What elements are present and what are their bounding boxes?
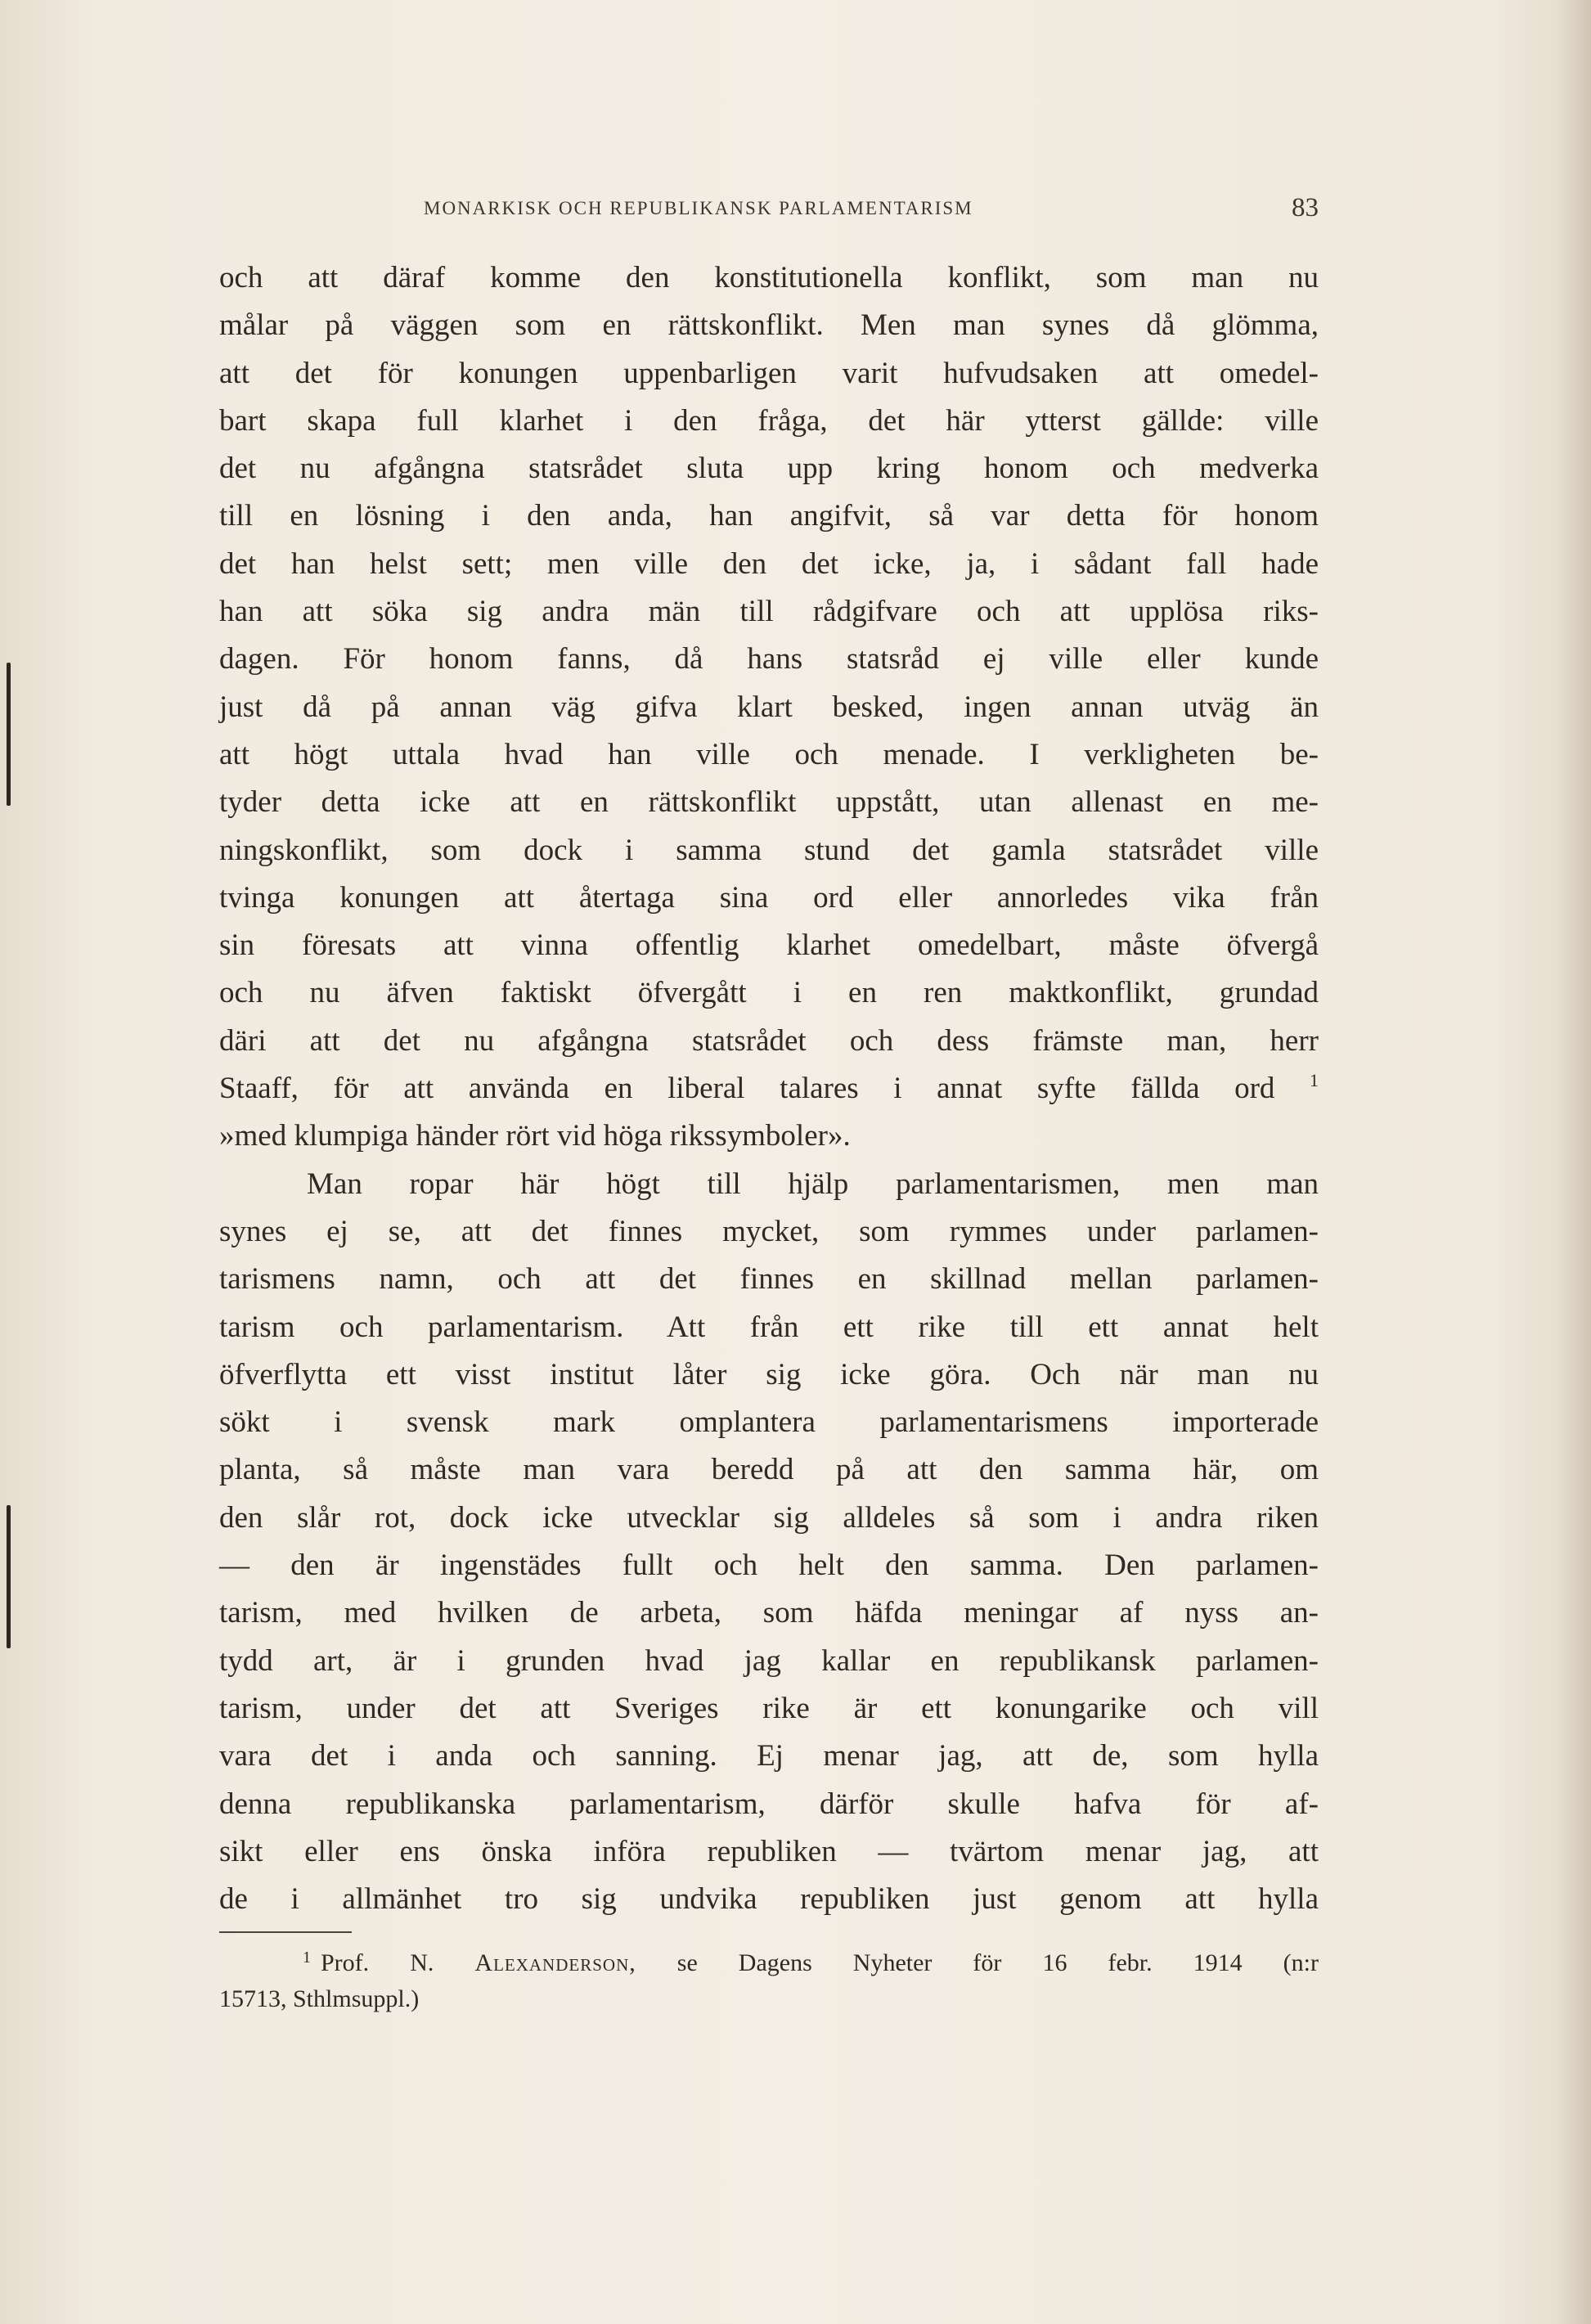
text-line: sikt eller ens önska införa republiken — tvärtom menar jag, att [219,1834,1319,1868]
text-line: den slår rot, dock icke utvecklar sig alldeles så som i andra riken [219,1500,1319,1535]
text-line: tyder detta icke att en rättskonflikt uppstått, utan allenast en me- [219,785,1319,820]
text-line-content: Staaff, för att använda en liberal talares i annat syfte fällda ord [219,1072,1275,1106]
text-line: däri att det nu afgångna statsrådet och dess främste man, herr [219,1023,1319,1058]
text-line: dagen. För honom fanns, då hans statsråd ej ville eller kunde [219,642,1319,677]
text-line-paragraph-start: Man ropar här högt till hjälp parlamentarismen, men man [307,1166,1319,1201]
footnote-text: Prof. N. [321,1949,434,1976]
binding-thread-mark [7,1505,11,1648]
text-line: tarism, med hvilken de arbeta, som häfda meningar af nyss an- [219,1596,1319,1630]
text-line: ningskonflikt, som dock i samma stund det gamla statsrådet ville [219,833,1319,867]
text-line: bart skapa full klarhet i den fråga, det här ytterst gällde: ville [219,403,1319,438]
text-line-with-footnote-ref [219,1065,1319,1113]
text-line: synes ej se, att det finnes mycket, som rymmes under parlamen- [219,1214,1319,1248]
text-line: att högt uttala hvad han ville och menade. I verkligheten be- [219,737,1319,771]
footnote-line: 15713, Sthlmsuppl.) [219,1985,420,2012]
text-line: det nu afgångna statsrådet sluta upp kring honom och medverka [219,452,1319,486]
text-line: tarism och parlamentarism. Att från ett rike till ett annat helt [219,1310,1319,1344]
text-line: han att söka sig andra män till rådgifvare och att upplösa riks- [219,595,1319,629]
text-line: öfverflytta ett visst institut låter sig icke göra. Och när man nu [219,1357,1319,1391]
footnote-marker: 1 [303,1949,311,1967]
footnote-text: se Dagens Nyheter för 16 febr. 1914 (n:r [676,1949,1319,1976]
text-line: sökt i svensk mark omplantera parlamentarismens importerade [219,1405,1319,1440]
text-line: målar på väggen som en rättskonflikt. Men man synes då glömma, [219,308,1319,343]
text-line: »med klumpiga händer rört vid höga rikssymboler». [219,1119,851,1153]
footnote-author: Alexanderson, [474,1949,636,1976]
page-edge-shadow [1558,0,1591,2324]
text-line: tarism, under det att Sveriges rike är ett konungarike och vill [219,1691,1319,1725]
text-line: till en lösning i den anda, han angifvit, så var detta för honom [219,499,1319,533]
text-line: det han helst sett; men ville den det icke, ja, i sådant fall hade [219,546,1319,581]
text-line: planta, så måste man vara beredd på att den samma här, om [219,1453,1319,1487]
text-line: — den är ingenstädes fullt och helt den samma. Den parlamen- [219,1549,1319,1583]
text-line: just då på annan väg gifva klart besked, ingen annan utväg än [219,690,1319,724]
page-number: 83 [1292,193,1319,223]
text-line: och nu äfven faktiskt öfvergått i en ren maktkonflikt, grundad [219,976,1319,1010]
running-head [219,193,1319,226]
text-line: tvinga konungen att återtaga sina ord eller annorledes vika från [219,880,1319,915]
text-line: de i allmänhet tro sig undvika republiken just genom att hylla [219,1882,1319,1917]
text-line: tydd art, är i grunden hvad jag kallar en republikansk parlamen- [219,1643,1319,1678]
footnote-line [219,1945,1319,1981]
text-line: tarismens namn, och att det finnes en skillnad mellan parlamen- [219,1262,1319,1297]
text-line: och att däraf komme den konstitutionella konflikt, som man nu [219,261,1319,294]
text-line: att det för konungen uppenbarligen varit hufvudsaken att omedel- [219,356,1319,390]
running-title: MONARKISK OCH REPUBLIKANSK PARLAMENTARISM [424,198,973,218]
footnote [219,1945,1319,2017]
footnote-reference: 1 [1310,1070,1319,1091]
text-line: denna republikanska parlamentarism, därför skulle hafva för af- [219,1787,1319,1821]
text-line: vara det i anda och sanning. Ej menar jag, att de, som hylla [219,1739,1319,1773]
body-text [219,254,1319,1923]
text-line: sin föresats att vinna offentlig klarhet omedelbart, måste öfvergå [219,928,1319,963]
binding-thread-mark [7,663,11,806]
footnote-separator [219,1931,352,1933]
